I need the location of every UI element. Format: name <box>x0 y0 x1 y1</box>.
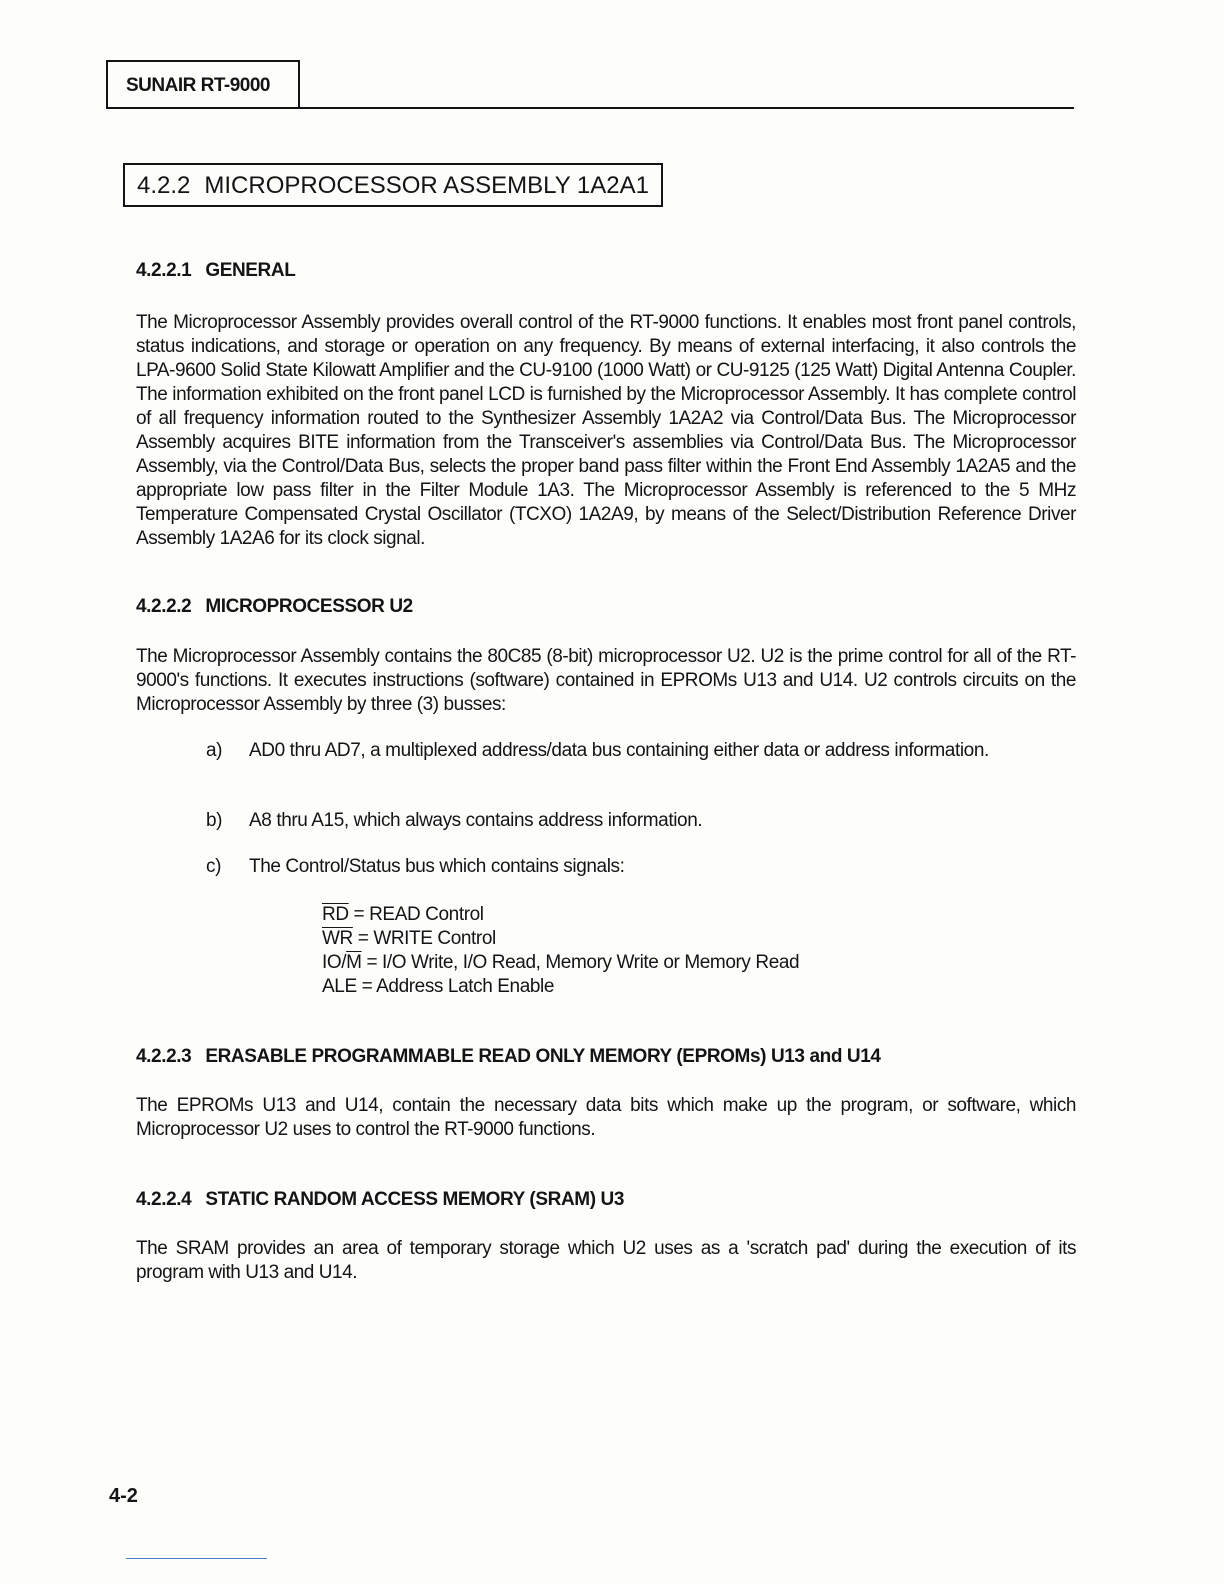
subsection-eprom-heading <box>136 1046 1076 1068</box>
paragraph: The Microprocessor Assembly contains the 80C85 (8-bit) microprocessor U2. U2 is the prime control for all of the RT-9000's functions. It executes instructions (software) contained in EPROMs U13 and U14. U2 controls circuits on the Microprocessor Assembly by three (3) busses: <box>136 646 1076 715</box>
subsection-title: MICROPROCESSOR U2 <box>205 596 413 617</box>
paragraph: The Microprocessor Assembly provides overall control of the RT-9000 functions. It enables most front panel controls, status indications, and storage or operation on any frequency. By means of external interfacing, it also controls the LPA-9600 Solid State Kilowatt Amplifier and the CU-9100 (1000 Watt) or CU-9125 (125 Watt) Digital Antenna Coupler. The information exhibited on the front panel LCD is furnished by the Microprocessor Assembly. It has complete control of all frequency information routed to the Synthesizer Assembly 1A2A2 via Control/Data Bus. The Microprocessor Assembly acquires BITE information from the Transceiver's assemblies via Control/Data Bus. The Microprocessor Assembly, via the Control/Data Bus, selects the proper band pass filter within the Front End Assembly 1A2A5 and the appropriate low pass filter in the Filter Module 1A3. The Microprocessor Assembly is referenced to the 5 MHz Temperature Compensated Crystal Oscillator (TCXO) 1A2A9, by means of the Select/Distribution Reference Driver Assembly 1A2A6 for its clock signal. <box>136 312 1076 549</box>
subsection-title: STATIC RANDOM ACCESS MEMORY (SRAM) U3 <box>205 1189 624 1210</box>
subsection-microprocessor-heading <box>136 596 1076 618</box>
list-text: A8 thru A15, which always contains address information. <box>249 810 703 831</box>
signal-list <box>322 903 799 999</box>
subsection-general-body <box>136 311 1076 551</box>
subsection-sram-heading <box>136 1189 1076 1211</box>
subsection-number: 4.2.2.3 <box>136 1046 192 1067</box>
header-rule <box>106 107 1074 109</box>
header-title: SUNAIR RT-9000 <box>126 75 270 96</box>
signal-rd: $\overline{RD}$ = READ Control <box>322 904 484 925</box>
list-text: The Control/Status bus which contains signals: <box>249 856 625 877</box>
document-header <box>106 60 300 108</box>
subsection-microprocessor-body <box>136 645 1076 717</box>
list-label: b) <box>206 810 223 831</box>
signal-ale: ALE = Address Latch Enable <box>322 976 555 997</box>
list-label: a) <box>206 740 223 761</box>
subsection-eprom-body <box>136 1094 1076 1142</box>
footer-line <box>126 1558 267 1559</box>
paragraph: The SRAM provides an area of temporary storage which U2 uses as a 'scratch pad' during the execution of its program with U13 and U14. <box>136 1238 1076 1283</box>
section-number: 4.2.2 <box>137 172 191 199</box>
subsection-number: 4.2.2.1 <box>136 260 192 281</box>
list-text: AD0 thru AD7, a multiplexed address/data bus containing either data or address information. <box>249 740 989 761</box>
signal-wr: $\overline{WR}$ = WRITE Control <box>322 928 496 949</box>
subsection-number: 4.2.2.4 <box>136 1189 192 1210</box>
list-label: c) <box>206 856 222 877</box>
section-heading <box>123 163 663 207</box>
subsection-title: GENERAL <box>205 260 296 281</box>
page-number: 4-2 <box>109 1485 138 1507</box>
signal-iom: $IO/\overline{M} = I/O$ Write, I/O Read, Memory Write or Memory Read <box>322 952 800 973</box>
subsection-general-heading <box>136 260 1076 282</box>
subsection-number: 4.2.2.2 <box>136 596 192 617</box>
section-title: MICROPROCESSOR ASSEMBLY 1A2A1 <box>204 172 649 199</box>
paragraph: The EPROMs U13 and U14, contain the necessary data bits which make up the program, or software, which Microprocessor U2 uses to control the RT-9000 functions. <box>136 1095 1076 1140</box>
subsection-title: ERASABLE PROGRAMMABLE READ ONLY MEMORY (EPROMs) U13 and U14 <box>205 1046 881 1067</box>
subsection-sram-body <box>136 1237 1076 1285</box>
